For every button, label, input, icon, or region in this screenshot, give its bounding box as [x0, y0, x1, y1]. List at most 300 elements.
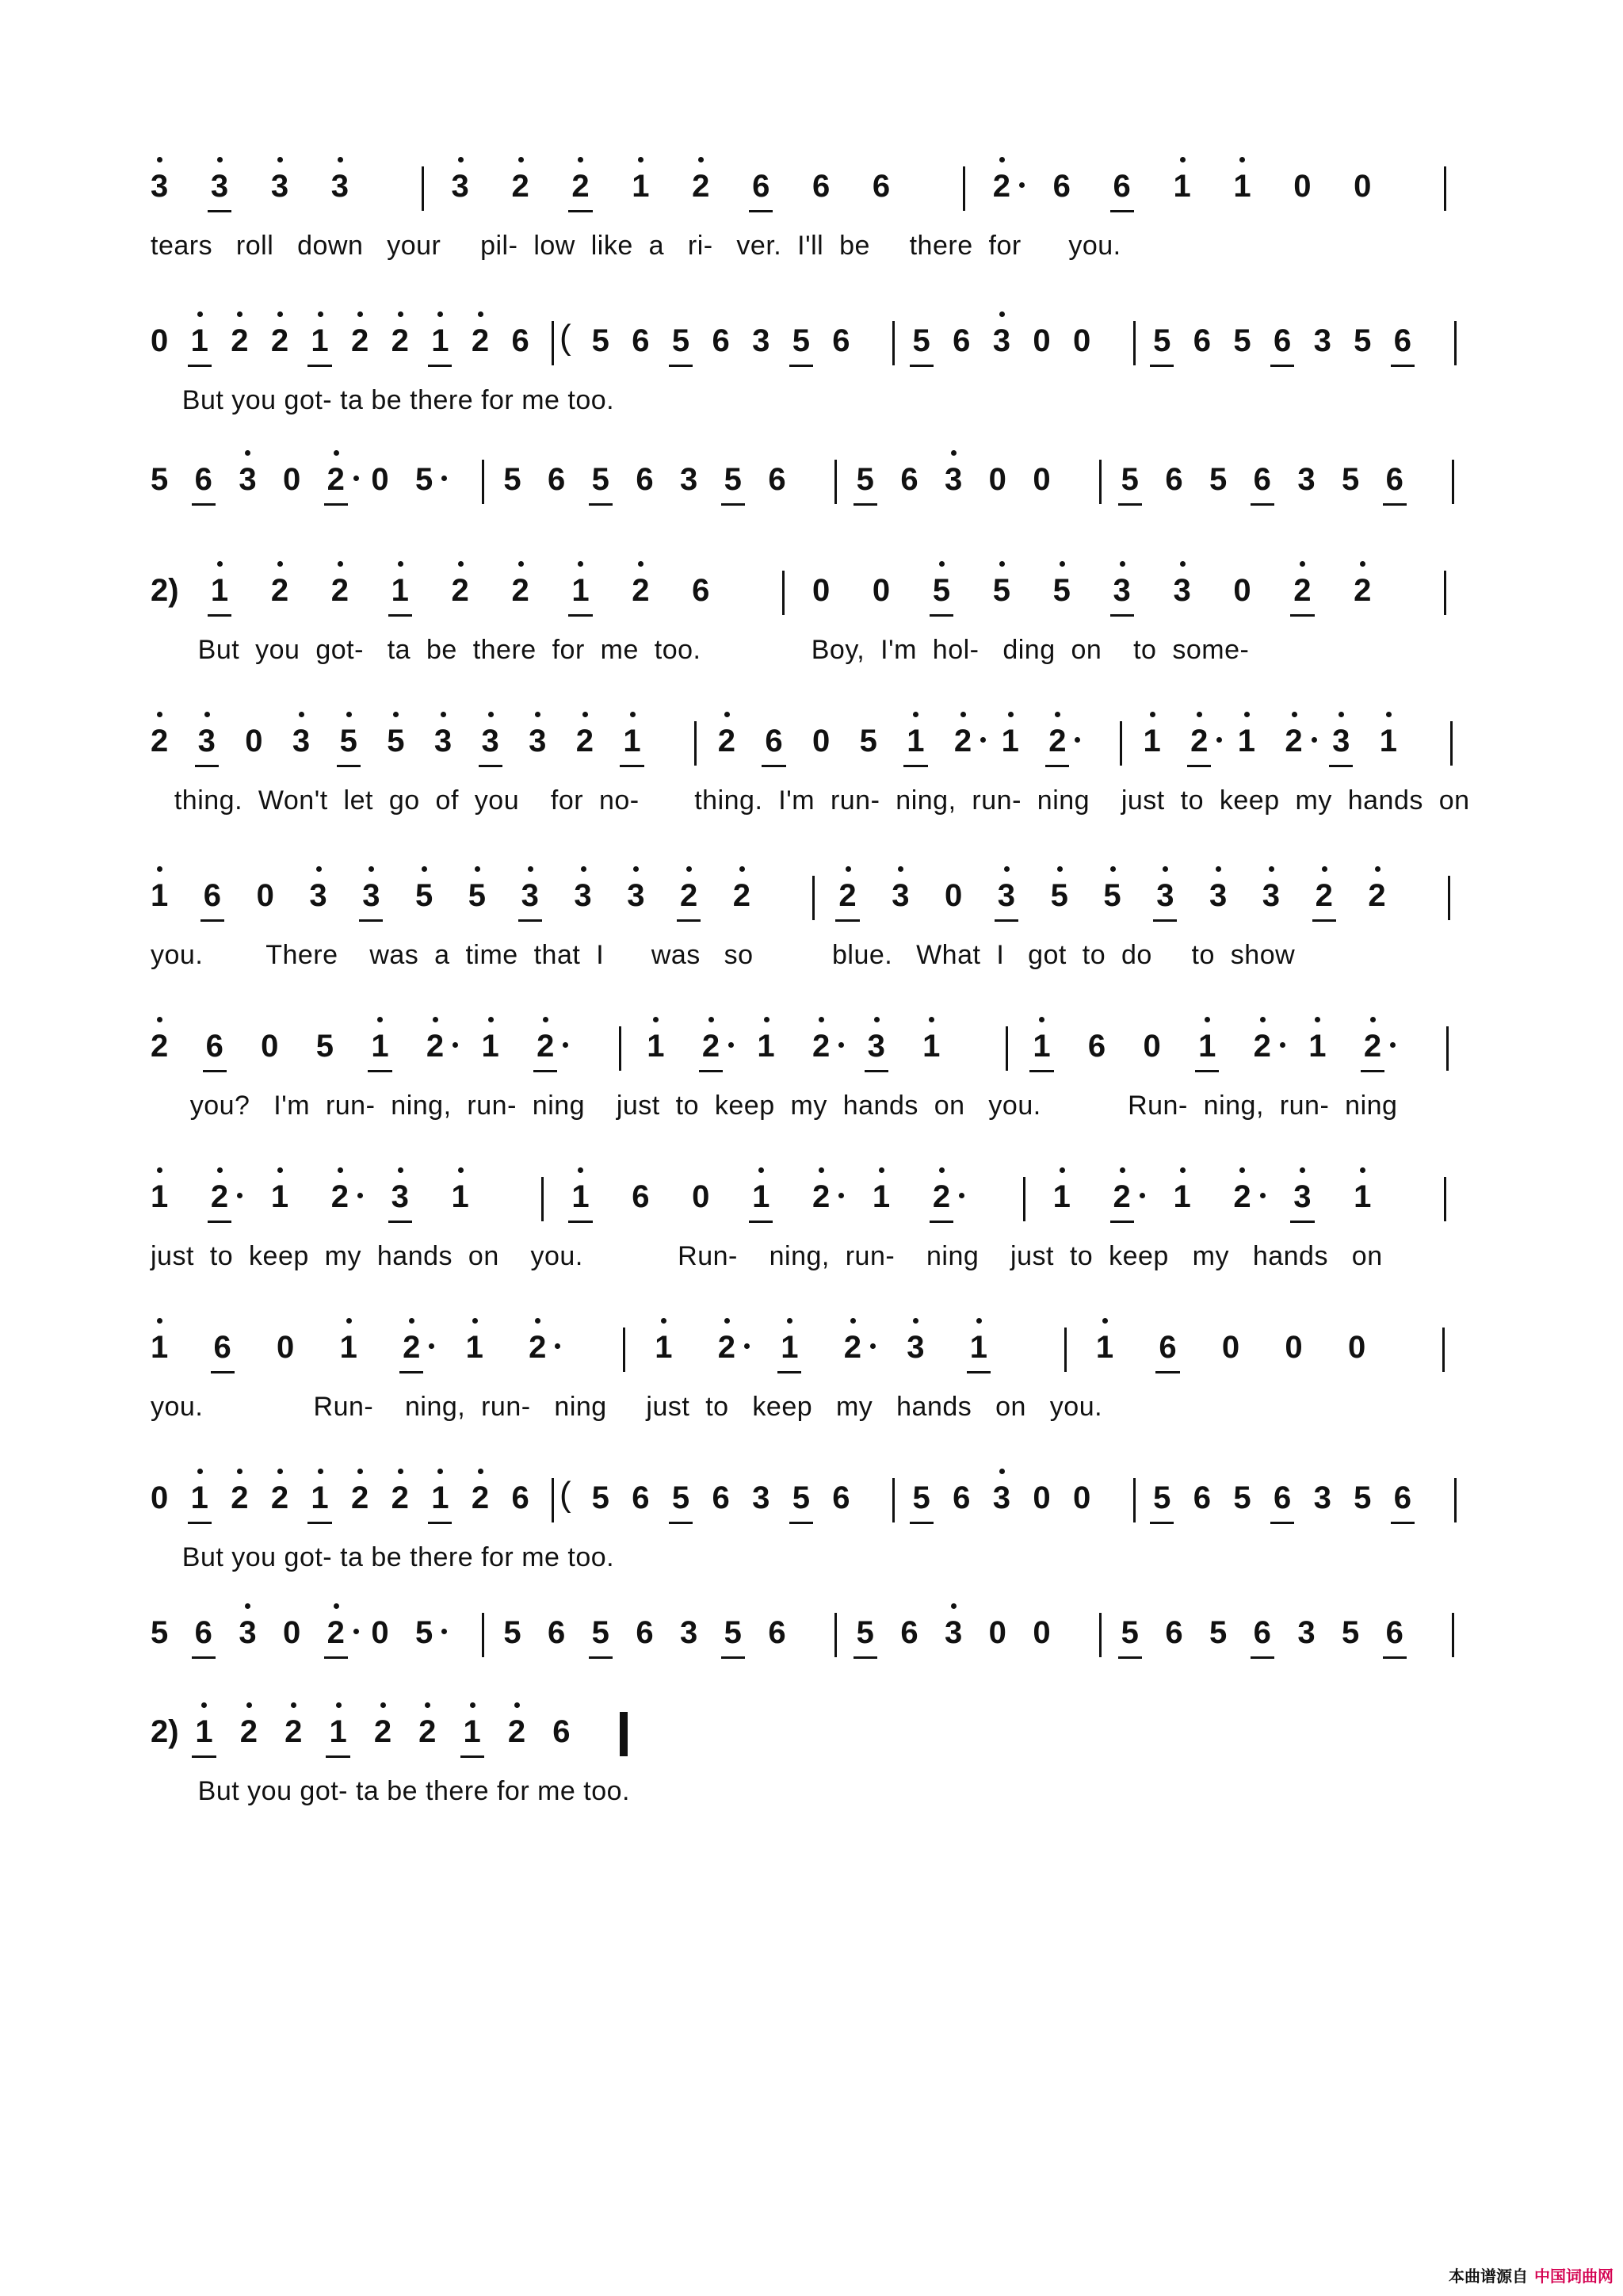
note-row [151, 1704, 1482, 1775]
note: 2 [954, 721, 972, 761]
underline-beam [1391, 1522, 1415, 1524]
note-row [151, 563, 1482, 634]
octave-dot [277, 1167, 283, 1173]
octave-dot [488, 712, 494, 717]
note: 6 [1394, 321, 1411, 361]
underline-beam [518, 919, 542, 922]
octave-dot [787, 1318, 792, 1324]
note: 5 [151, 1615, 169, 1650]
octave-dot [201, 1702, 207, 1708]
underline-beam [721, 1656, 745, 1659]
note: 5 [724, 1613, 742, 1652]
underline-beam [568, 614, 592, 617]
note: 6 [1386, 1613, 1403, 1652]
underline-beam [721, 503, 745, 506]
octave-dot [913, 1318, 918, 1324]
note: 3 [907, 1328, 924, 1367]
note: 1 [647, 1026, 664, 1066]
underline-beam [1110, 614, 1134, 617]
note: 6 [712, 323, 730, 358]
underline-beam [203, 1070, 227, 1072]
octave-dot [1322, 866, 1327, 872]
underline-beam [1290, 1221, 1314, 1223]
note: 5 [859, 724, 877, 758]
note: 3 [627, 876, 644, 915]
octave-dot [1008, 712, 1014, 717]
note: 3 [292, 721, 310, 761]
note-row [151, 1470, 1482, 1541]
octave-dot [939, 561, 945, 567]
note: 2 [702, 1026, 720, 1066]
note: 5 [1153, 321, 1170, 361]
octave-dot [1269, 866, 1274, 872]
barline [1452, 460, 1454, 504]
note: 2 [1316, 876, 1333, 915]
octave-dot [409, 1318, 414, 1324]
note: 3 [391, 1177, 409, 1217]
octave-dot [458, 561, 464, 567]
octave-dot [472, 1318, 478, 1324]
note: 6 [214, 1328, 231, 1367]
note: 6 [636, 462, 654, 497]
note: 1 [311, 321, 328, 361]
octave-dot [338, 1167, 343, 1173]
octave-dot [638, 561, 643, 567]
augmentation-dot [357, 1193, 363, 1198]
note-row [151, 313, 1482, 384]
underline-beam [669, 1522, 693, 1524]
underline-beam [568, 210, 592, 212]
underline-beam [1312, 919, 1336, 922]
note: 6 [1165, 1615, 1183, 1650]
underline-beam [967, 1371, 991, 1373]
note: 2 [151, 721, 168, 761]
barline [422, 166, 424, 211]
octave-dot [999, 561, 1005, 567]
augmentation-dot [1140, 1193, 1145, 1198]
score-system [151, 159, 1482, 277]
barline [834, 460, 837, 504]
underline-beam [930, 614, 953, 617]
note: 6 [812, 169, 831, 204]
note: 0 [872, 573, 891, 608]
note: 2 [812, 1026, 830, 1066]
underline-beam [1270, 365, 1294, 367]
note: 2 [718, 721, 735, 761]
underline-beam [620, 765, 643, 767]
underline-beam [211, 1371, 235, 1373]
note: 2 [692, 166, 709, 206]
note: 6 [1274, 1478, 1291, 1518]
barline [1099, 1613, 1102, 1657]
note: 1 [211, 571, 228, 610]
octave-dot [758, 1167, 764, 1173]
note: 3 [452, 166, 469, 206]
note: 5 [1342, 462, 1360, 497]
note: 1 [151, 1328, 168, 1367]
note: 2 [472, 321, 489, 361]
note: 2 [418, 1712, 436, 1752]
note: 5 [724, 460, 742, 499]
note: 6 [1165, 462, 1183, 497]
note: 1 [311, 1478, 328, 1518]
underline-beam [854, 1656, 877, 1659]
octave-dot [425, 1702, 430, 1708]
augmentation-dot [838, 1042, 844, 1048]
note: 6 [752, 166, 769, 206]
source-credit: 本曲谱源自 [1449, 2268, 1528, 2286]
note: 5 [1354, 1480, 1372, 1515]
augmentation-dot [453, 1042, 458, 1048]
underline-beam [479, 765, 502, 767]
note: 5 [415, 1613, 433, 1652]
octave-dot [1370, 1017, 1376, 1022]
underline-beam [368, 1070, 391, 1072]
note: 1 [195, 1712, 212, 1752]
augmentation-dot [1280, 1042, 1285, 1048]
note: 2 [472, 1478, 489, 1518]
note: 3 [993, 1478, 1010, 1518]
note: 3 [1173, 571, 1190, 610]
augmentation-dot [744, 1343, 750, 1349]
lyrics-line: you. Run- ning, run- ning just to keep my hands on you. [151, 1392, 1103, 1422]
note: 5 [1354, 323, 1372, 358]
note: 3 [945, 1613, 962, 1652]
underline-beam [200, 919, 224, 922]
augmentation-dot [555, 1343, 560, 1349]
note: 5 [672, 1478, 689, 1518]
octave-dot [1039, 1017, 1044, 1022]
note: 0 [261, 1029, 279, 1064]
octave-dot [458, 1167, 464, 1173]
note: 6 [1087, 1029, 1106, 1064]
octave-dot [441, 712, 446, 717]
underline-beam [1153, 919, 1177, 922]
lyrics-line: But you got- ta be there for me too. [151, 385, 615, 415]
note: 5 [315, 1029, 334, 1064]
octave-dot [1244, 712, 1250, 717]
octave-dot [357, 311, 363, 317]
note: 0 [283, 1615, 301, 1650]
final-barline [620, 1712, 628, 1756]
octave-dot [518, 561, 524, 567]
underline-beam [699, 1070, 723, 1072]
note-row [151, 1605, 1482, 1676]
note: 1 [1238, 721, 1255, 761]
underline-beam [1383, 1656, 1407, 1659]
note: 1 [571, 571, 589, 610]
note: 6 [195, 460, 212, 499]
underline-beam [1150, 1522, 1174, 1524]
octave-dot [336, 1702, 342, 1708]
note: 3 [362, 876, 380, 915]
note: 1 [1144, 721, 1161, 761]
underline-beam [1391, 365, 1415, 367]
note: 2 [680, 876, 697, 915]
note: 0 [1293, 169, 1312, 204]
octave-dot [999, 311, 1005, 317]
note: 1 [1053, 1177, 1071, 1217]
note: 5 [591, 323, 609, 358]
octave-dot [204, 712, 210, 717]
note: 2 [374, 1712, 391, 1752]
note: 3 [998, 876, 1015, 915]
note: 2 [271, 571, 288, 610]
note: 5 [1053, 571, 1071, 610]
note: 0 [1285, 1330, 1303, 1365]
note: 2 [537, 1026, 554, 1066]
octave-dot [1239, 1167, 1245, 1173]
octave-dot [1120, 1167, 1125, 1173]
octave-dot [437, 1469, 443, 1474]
note: 3 [752, 1480, 770, 1515]
underline-beam [1329, 765, 1353, 767]
octave-dot [398, 311, 403, 317]
octave-dot [470, 1702, 475, 1708]
octave-dot [488, 1017, 494, 1022]
score-system [151, 313, 1482, 432]
note-row [151, 713, 1482, 785]
underline-beam [337, 765, 361, 767]
octave-dot [475, 866, 480, 872]
note: 2 [1368, 876, 1385, 915]
note: 2 [403, 1328, 420, 1367]
note: 2 [331, 571, 349, 610]
note: 3 [1262, 876, 1280, 915]
underline-beam [1150, 365, 1174, 367]
octave-dot [999, 157, 1005, 162]
note: 2 [1190, 721, 1208, 761]
octave-dot [346, 1318, 352, 1324]
underline-beam [789, 365, 813, 367]
octave-dot [708, 1017, 714, 1022]
octave-dot [951, 450, 957, 456]
octave-dot [318, 1469, 323, 1474]
augmentation-dot [353, 476, 359, 481]
note-row [151, 1018, 1482, 1090]
note: 5 [913, 321, 930, 361]
score-system [151, 1704, 1482, 1823]
note: 2 [151, 1026, 168, 1066]
note: 1 [329, 1712, 346, 1752]
barline [1133, 321, 1136, 365]
octave-dot [1239, 157, 1245, 162]
underline-beam [324, 503, 348, 506]
barline [812, 876, 815, 920]
note: 1 [431, 321, 449, 361]
note: 1 [632, 166, 649, 206]
octave-dot [157, 866, 162, 872]
note: 6 [632, 323, 650, 358]
note: 5 [415, 460, 433, 499]
note: 2 [812, 1177, 830, 1217]
octave-dot [976, 1318, 982, 1324]
note: 3 [331, 166, 349, 206]
note: 5 [592, 1613, 609, 1652]
barline [782, 571, 785, 615]
note: 5 [503, 1615, 521, 1650]
augmentation-dot [870, 1343, 876, 1349]
note: 2 [271, 1478, 288, 1518]
note: 6 [552, 1714, 571, 1749]
octave-dot [380, 1702, 386, 1708]
octave-dot [346, 712, 352, 717]
score-system [151, 1605, 1482, 1676]
underline-beam [1270, 1522, 1294, 1524]
note: 0 [1233, 573, 1251, 608]
octave-dot [398, 1469, 403, 1474]
barline [1448, 876, 1450, 920]
octave-dot [1375, 866, 1381, 872]
note: 3 [945, 460, 962, 499]
note: 2 [271, 321, 288, 361]
octave-dot [939, 1167, 945, 1173]
barline [1099, 460, 1102, 504]
note: 1 [271, 1177, 288, 1217]
note: 6 [900, 462, 918, 497]
octave-dot [638, 157, 643, 162]
augmentation-dot [441, 1629, 447, 1634]
underline-beam [1110, 210, 1134, 212]
underline-beam [533, 1070, 557, 1072]
octave-dot [433, 1017, 438, 1022]
lyrics-line: tears roll down your pil- low like a ri- ver. I'll be there for you. [151, 231, 1121, 261]
octave-dot [543, 1017, 548, 1022]
note: 2 [1113, 1177, 1131, 1217]
note: 1 [970, 1328, 987, 1367]
note: 1 [1173, 166, 1190, 206]
note: 5 [591, 1480, 609, 1515]
underline-beam [777, 1371, 801, 1373]
note-row [151, 452, 1482, 523]
note-row [151, 1320, 1482, 1391]
octave-dot [318, 311, 323, 317]
underline-beam [749, 1221, 773, 1223]
octave-dot [698, 157, 704, 162]
note: 0 [1033, 323, 1051, 358]
octave-dot [661, 1318, 666, 1324]
augmentation-dot [1075, 737, 1080, 743]
note: 2 [576, 721, 594, 761]
barline [834, 1613, 837, 1657]
note: 3 [868, 1026, 885, 1066]
note: 1 [1354, 1177, 1371, 1217]
octave-dot [1163, 866, 1168, 872]
note: 1 [623, 721, 640, 761]
note: 5 [592, 460, 609, 499]
note: 5 [933, 571, 950, 610]
octave-dot [653, 1017, 659, 1022]
barline [552, 321, 554, 365]
octave-dot [1292, 712, 1297, 717]
underline-beam [677, 919, 701, 922]
octave-dot [929, 1017, 934, 1022]
note: 0 [1033, 1480, 1051, 1515]
note: 2) [151, 573, 179, 608]
underline-beam [568, 1221, 592, 1223]
score-system [151, 563, 1482, 682]
octave-dot [874, 1017, 880, 1022]
octave-dot [898, 866, 903, 872]
underline-beam [326, 1755, 349, 1758]
note-row [151, 868, 1482, 939]
note: 2 [285, 1712, 302, 1752]
octave-dot [338, 561, 343, 567]
note: 2 [452, 571, 469, 610]
note: 2 [511, 571, 529, 610]
octave-dot [686, 866, 692, 872]
note: 3 [198, 721, 216, 761]
octave-dot [1110, 866, 1116, 872]
note: 5 [1051, 876, 1068, 915]
underline-beam [1251, 1656, 1274, 1659]
note: 5 [468, 876, 486, 915]
lyrics-line: But you got- ta be there for me too. [151, 1542, 615, 1572]
note: 5 [792, 321, 810, 361]
octave-dot [951, 1603, 957, 1609]
underline-beam [835, 919, 859, 922]
octave-dot [422, 866, 427, 872]
score-system [151, 1169, 1482, 1288]
underline-beam [388, 1221, 412, 1223]
note: 2 [571, 166, 589, 206]
note: 1 [757, 1026, 774, 1066]
underline-beam [1251, 503, 1274, 506]
octave-dot [1260, 1017, 1266, 1022]
lyrics-line: But you got- ta be there for me too. Boy, I'm hol- ding on to some- [151, 635, 1250, 665]
note: 1 [571, 1177, 589, 1217]
octave-dot [960, 712, 966, 717]
interlude-open-paren: ( [559, 1475, 571, 1514]
underline-beam [324, 1656, 348, 1659]
barline [1023, 1177, 1025, 1221]
octave-dot [393, 712, 399, 717]
octave-dot [334, 1603, 339, 1609]
note: 2 [529, 1328, 546, 1367]
barline [482, 460, 484, 504]
underline-beam [1195, 1070, 1219, 1072]
octave-dot [819, 1167, 824, 1173]
note: 0 [945, 878, 963, 913]
underline-beam [307, 1522, 331, 1524]
octave-dot [338, 157, 343, 162]
note: 5 [792, 1478, 810, 1518]
note: 1 [464, 1712, 481, 1752]
underline-beam [1383, 503, 1407, 506]
note: 1 [781, 1328, 798, 1367]
note: 2 [1254, 1026, 1271, 1066]
octave-dot [879, 1167, 884, 1173]
note: 2 [1364, 1026, 1381, 1066]
octave-dot [535, 712, 540, 717]
underline-beam [930, 1221, 953, 1223]
octave-dot [1338, 712, 1344, 717]
note: 6 [1113, 166, 1131, 206]
octave-dot [1300, 561, 1305, 567]
note: 0 [283, 462, 301, 497]
note: 6 [832, 1480, 850, 1515]
octave-dot [633, 866, 639, 872]
note: 6 [1254, 1613, 1271, 1652]
note: 3 [1113, 571, 1131, 610]
octave-dot [999, 1469, 1005, 1474]
underline-beam [589, 1656, 613, 1659]
note: 6 [1052, 169, 1071, 204]
note: 0 [988, 1615, 1006, 1650]
barline [1006, 1026, 1008, 1071]
note: 6 [1386, 460, 1403, 499]
note: 1 [191, 321, 208, 361]
